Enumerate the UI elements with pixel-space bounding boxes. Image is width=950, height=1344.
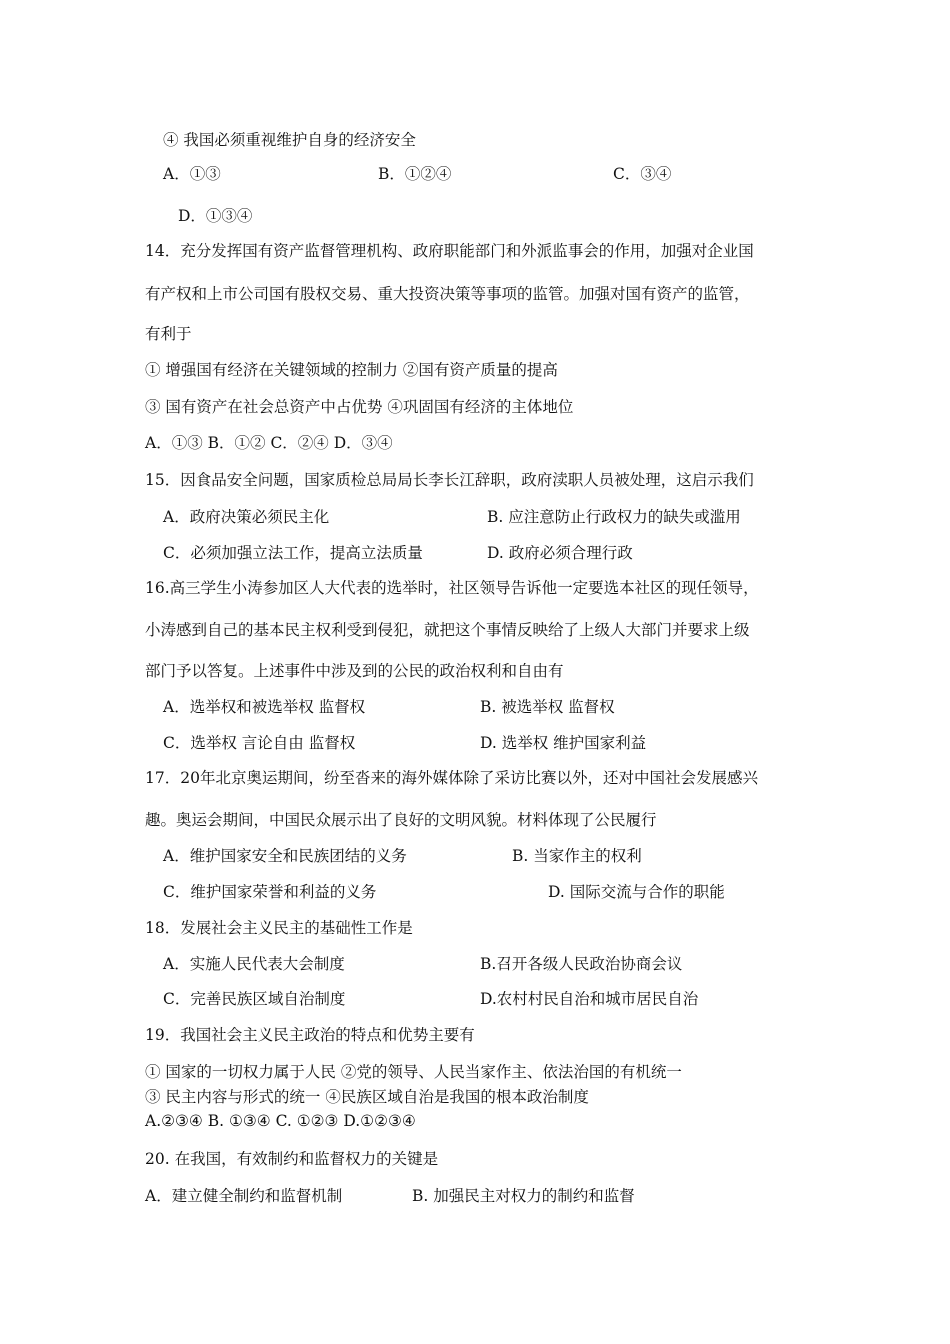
answer-choice: A．选举权和被选举权 监督权 — [163, 698, 366, 716]
answer-choice: B. 加强民主对权力的制约和监督 — [412, 1187, 635, 1205]
answer-choice: B. 被选举权 监督权 — [480, 698, 615, 716]
answer-choice: D. 国际交流与合作的职能 — [548, 883, 725, 901]
option-line: ① 增强国有经济在关键领域的控制力 ②国有资产质量的提高 — [145, 361, 558, 379]
answer-choices: A.②③④ B. ①③④ C. ①②③ D.①②③④ — [145, 1112, 416, 1130]
question-text: 15．因食品安全问题，国家质检总局局长李长江辞职，政府渎职人员被处理，这启示我们 — [145, 471, 754, 489]
answer-choice: B.召开各级人民政治协商会议 — [480, 955, 683, 973]
answer-choice: C．维护国家荣誉和利益的义务 — [163, 883, 377, 901]
option-line: ④ 我国必须重视维护自身的经济安全 — [163, 131, 416, 149]
answer-choice: A．建立健全制约和监督机制 — [145, 1187, 343, 1205]
question-text: 有产权和上市公司国有股权交易、重大投资决策等事项的监管。加强对国有资产的监管， — [145, 285, 750, 303]
question-text: 小涛感到自己的基本民主权利受到侵犯，就把这个事情反映给了上级人大部门并要求上级 — [145, 621, 750, 639]
answer-choice: C．③④ — [613, 165, 672, 183]
answer-choice: B. 当家作主的权利 — [512, 847, 642, 865]
question-text: 趣。奥运会期间，中国民众展示出了良好的文明风貌。材料体现了公民履行 — [145, 811, 657, 829]
answer-choice: A．政府决策必须民主化 — [163, 508, 330, 526]
answer-choice: C．选举权 言论自由 监督权 — [163, 734, 356, 752]
answer-choices: A．①③ B．①② C．②④ D．③④ — [145, 434, 393, 452]
answer-choice: C．必须加强立法工作，提高立法质量 — [163, 544, 423, 562]
answer-choice: D. 政府必须合理行政 — [487, 544, 633, 562]
question-text: 19．我国社会主义民主政治的特点和优势主要有 — [145, 1026, 475, 1044]
answer-choice: C．完善民族区域自治制度 — [163, 990, 346, 1008]
answer-choice: D.农村村民自治和城市居民自治 — [480, 990, 699, 1008]
question-text: 20. 在我国，有效制约和监督权力的关键是 — [145, 1150, 439, 1168]
question-text: 17．20年北京奥运期间，纷至沓来的海外媒体除了采访比赛以外，还对中国社会发展感兴 — [145, 769, 758, 787]
answer-choice: A．①③ — [163, 165, 221, 183]
answer-choice: D．①③④ — [178, 207, 253, 225]
option-line: ③ 国有资产在社会总资产中占优势 ④巩固国有经济的主体地位 — [145, 398, 574, 416]
answer-choice: B. 应注意防止行政权力的缺失或滥用 — [487, 508, 741, 526]
question-text: 14．充分发挥国有资产监督管理机构、政府职能部门和外派监事会的作用，加强对企业国 — [145, 242, 754, 260]
question-text: 有利于 — [145, 325, 192, 343]
option-line: ③ 民主内容与形式的统一 ④民族区域自治是我国的根本政治制度 — [145, 1088, 589, 1106]
question-text: 部门予以答复。上述事件中涉及到的公民的政治权利和自由有 — [145, 662, 564, 680]
answer-choice: B．①②④ — [378, 165, 452, 183]
option-line: ① 国家的一切权力属于人民 ②党的领导、人民当家作主、依法治国的有机统一 — [145, 1063, 682, 1081]
question-text: 16.高三学生小涛参加区人大代表的选举时，社区领导告诉他一定要选本社区的现任领导， — [145, 579, 759, 597]
question-text: 18．发展社会主义民主的基础性工作是 — [145, 919, 413, 937]
answer-choice: A．实施人民代表大会制度 — [163, 955, 345, 973]
answer-choice: A．维护国家安全和民族团结的义务 — [163, 847, 407, 865]
answer-choice: D. 选举权 维护国家利益 — [480, 734, 647, 752]
